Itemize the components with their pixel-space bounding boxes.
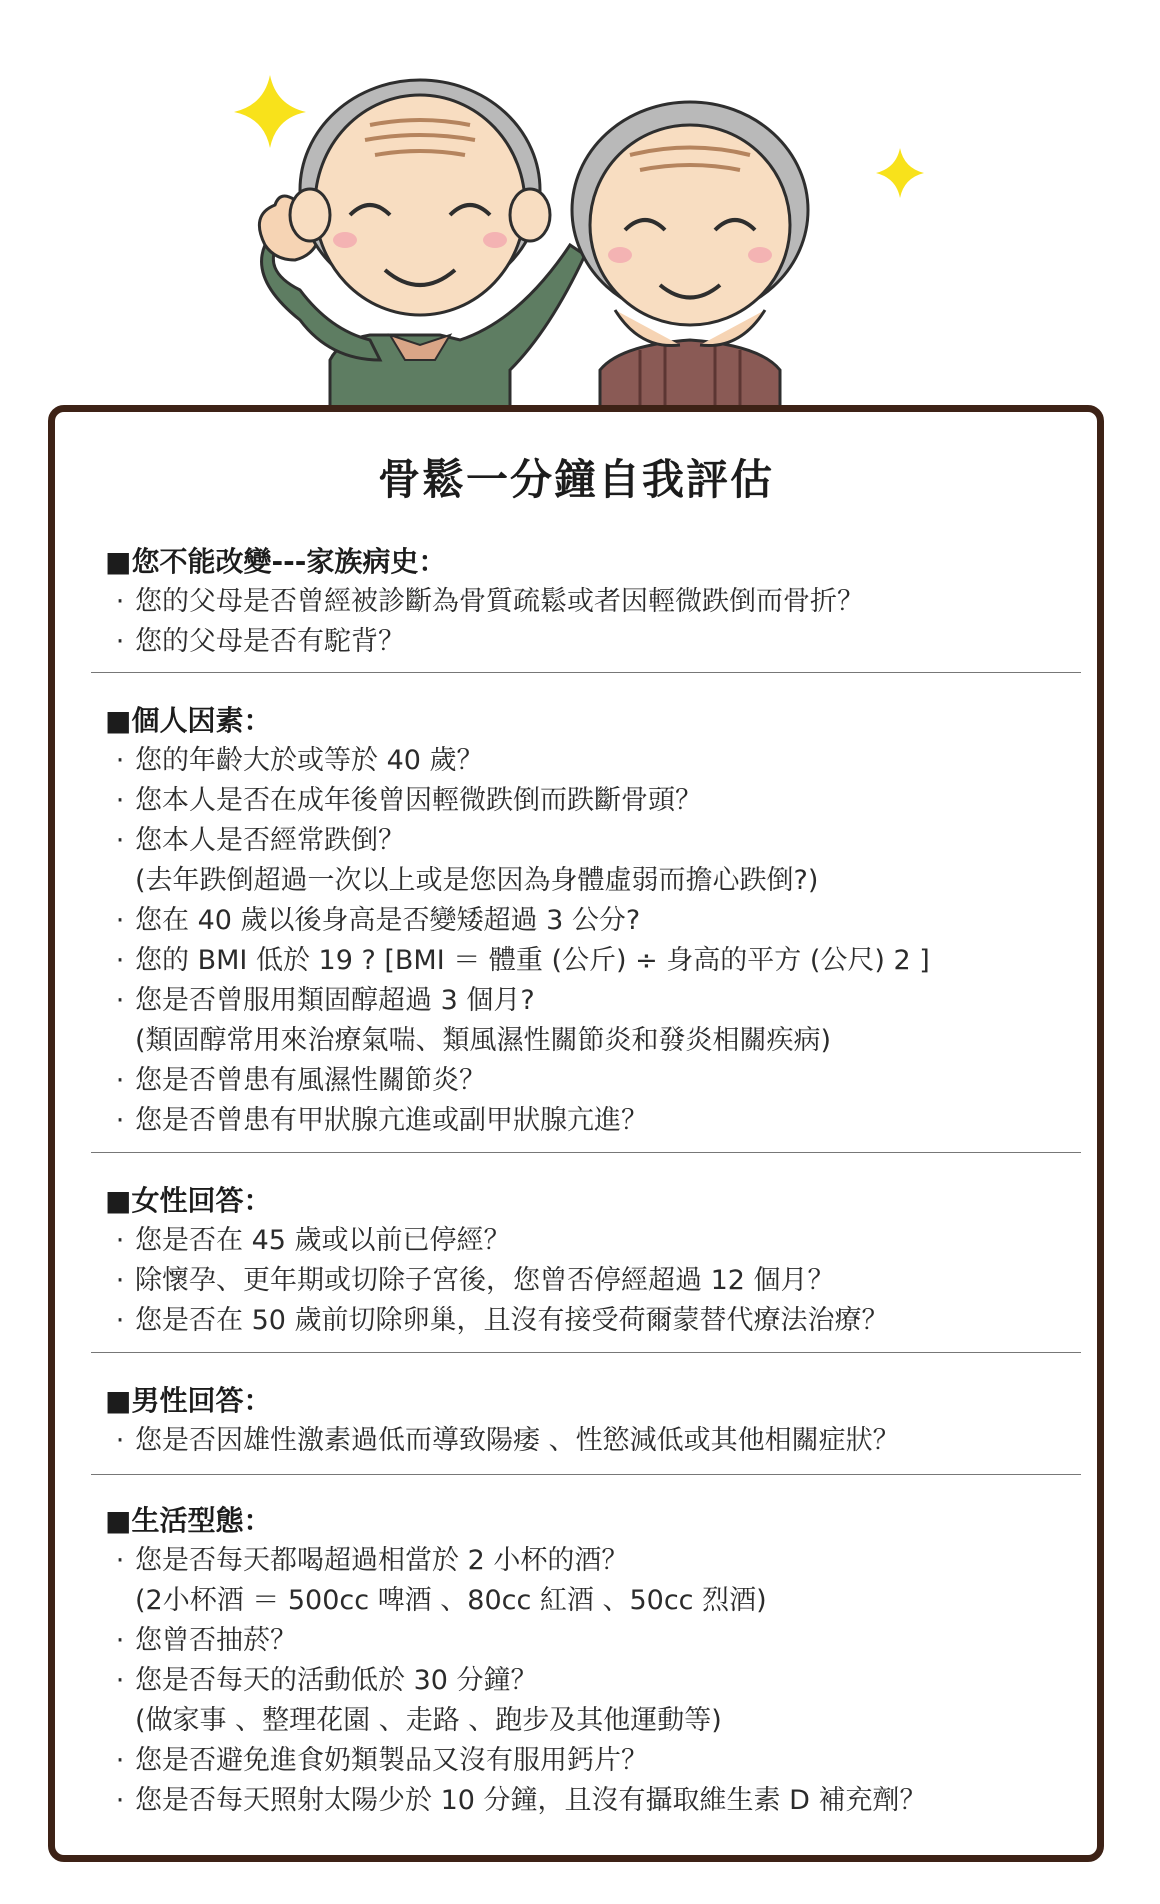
list-item: · 您在 40 歲以後身高是否變矮超過 3 公分?: [115, 905, 641, 936]
section-heading: ■女性回答：: [105, 1184, 272, 1217]
elderly-couple-illustration: [220, 40, 940, 410]
assessment-card: [48, 405, 1104, 1862]
divider: [91, 672, 1081, 673]
list-item: · 您曾否抽菸？: [115, 1625, 297, 1656]
section-heading: ■生活型態：: [105, 1504, 272, 1537]
divider: [91, 1474, 1081, 1475]
list-item: · 您是否曾患有風濕性關節炎？: [115, 1065, 486, 1096]
list-item: · 您的年齡大於或等於 40 歲？: [115, 745, 484, 776]
section-men: [105, 1381, 1055, 1461]
list-item: · 除懷孕、更年期或切除子宮後，您曾否停經超過 12 個月？: [115, 1265, 835, 1296]
list-item: · 您是否在 50 歲前切除卵巢，且沒有接受荷爾蒙替代療法治療？: [115, 1305, 889, 1336]
list-item: · 您是否在 45 歲或以前已停經？: [115, 1225, 511, 1256]
list-item: · 您的 BMI 低於 19 ? [BMI ＝ 體重 (公斤) ÷ 身高的平方 (公尺) 2 ]: [115, 945, 930, 976]
section-lifestyle: [105, 1501, 1055, 1821]
sparkle-icon: [876, 148, 924, 198]
list-item-note: (2小杯酒 ＝ 500cc 啤酒 、80cc 紅酒 、50cc 烈酒): [135, 1585, 767, 1616]
divider: [91, 1152, 1081, 1153]
list-item: · 您的父母是否曾經被診斷為骨質疏鬆或者因輕微跌倒而骨折？: [115, 586, 864, 617]
list-item: · 您是否曾服用類固醇超過 3 個月?: [115, 985, 535, 1016]
list-item-note: (做家事 、整理花園 、走路 、跑步及其他運動等): [135, 1705, 722, 1736]
list-item: · 您的父母是否有駝背？: [115, 626, 405, 657]
divider: [91, 1352, 1081, 1353]
list-item: · 您本人是否在成年後曾因輕微跌倒而跌斷骨頭？: [115, 785, 702, 816]
list-item: · 您是否曾患有甲狀腺亢進或副甲狀腺亢進？: [115, 1105, 648, 1136]
section-personal-factors: [105, 701, 1055, 1141]
section-family-history: [105, 542, 1055, 662]
section-heading: ■個人因素：: [105, 704, 272, 737]
list-item-note: (去年跌倒超過一次以上或是您因為身體虛弱而擔心跌倒?): [135, 865, 819, 896]
sparkle-icon: [234, 75, 306, 148]
section-women: [105, 1181, 1055, 1341]
list-item: · 您本人是否經常跌倒？: [115, 825, 405, 856]
list-item: · 您是否因雄性激素過低而導致陽痿 、性慾減低或其他相關症狀？: [115, 1425, 900, 1456]
section-heading: ■男性回答：: [105, 1384, 272, 1417]
list-item: · 您是否每天都喝超過相當於 2 小杯的酒？: [115, 1545, 629, 1576]
section-heading: ■您不能改變---家族病史：: [105, 545, 447, 578]
list-item: · 您是否每天的活動低於 30 分鐘？: [115, 1665, 538, 1696]
page-title: 骨鬆一分鐘自我評估: [362, 454, 790, 506]
list-item: · 您是否每天照射太陽少於 10 分鐘，且沒有攝取維生素 D 補充劑？: [115, 1785, 927, 1816]
list-item: · 您是否避免進食奶類製品又沒有服用鈣片？: [115, 1745, 648, 1776]
list-item-note: (類固醇常用來治療氣喘、類風濕性關節炎和發炎相關疾病): [135, 1025, 832, 1056]
